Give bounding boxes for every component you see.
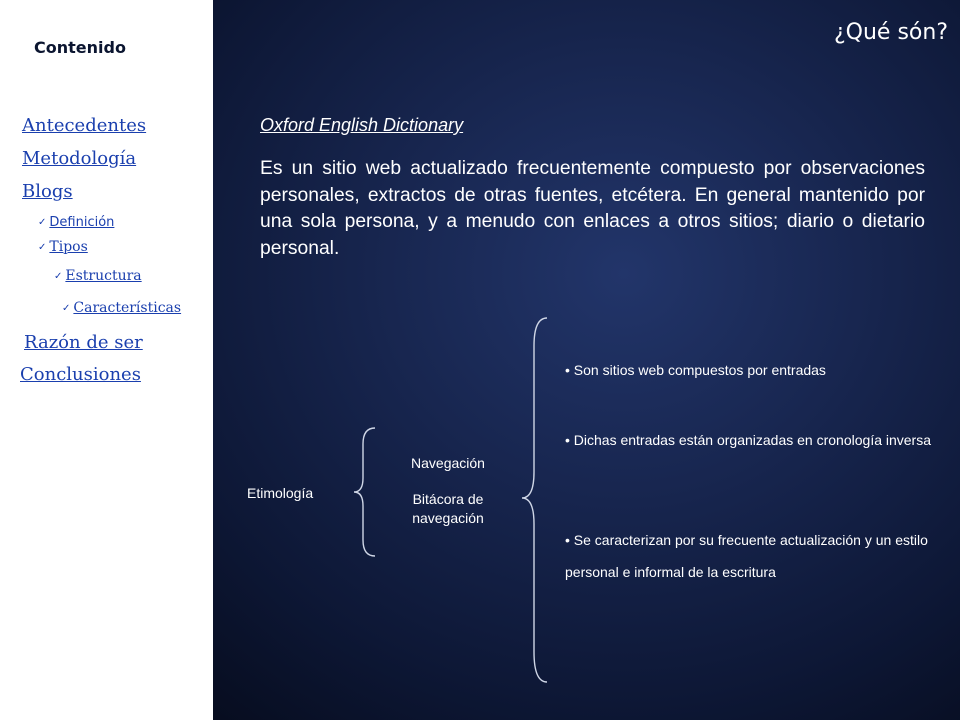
nav-estructura-label: Estructura [65,268,142,284]
left-brace [354,428,375,556]
diagram-bullet: • Se caracterizan por su frecuente actualización y un estilo personal e informal de la escritura [565,532,928,580]
sidebar-heading: Contenido [34,38,126,57]
nav-conclusiones[interactable]: Conclusiones [20,364,141,385]
checkmark-icon: ✓ [38,242,47,253]
checkmark-icon: ✓ [54,271,63,282]
nav-tipos[interactable] [38,239,88,255]
slide-content [213,0,960,720]
nav-tipos-label: Tipos [49,239,88,255]
nav-blogs[interactable]: Blogs [22,181,73,202]
right-brace [522,318,547,682]
nav-estructura[interactable] [54,268,142,284]
definition-source: Oxford English Dictionary [260,115,464,135]
definition-text: Es un sitio web actualizado frecuentemente compuesto por observaciones personales, extractos de otras fuentes, etcétera. En general mantenido por una sola persona, y a menudo con enlaces a otros sitios; diario o dietario personal. [260,158,925,259]
nav-definicion-label: Definición [49,215,115,230]
diagram-middle-2: Bitácora de navegación [412,491,484,526]
sidebar [0,0,213,720]
nav-metodologia[interactable]: Metodología [22,148,137,169]
diagram-bullet: • Son sitios web compuestos por entradas [565,362,826,378]
diagram-middle-1: Navegación [411,455,485,471]
nav-antecedentes[interactable]: Antecedentes [22,115,147,136]
nav-definicion[interactable] [38,214,114,230]
diagram-root: Etimología [247,485,314,501]
nav-razon-de-ser[interactable]: Razón de ser [24,332,143,353]
slide-title: ¿Qué són? [833,20,948,45]
nav-caracteristicas[interactable] [62,300,181,316]
checkmark-icon: ✓ [62,303,71,314]
nav-caracteristicas-label: Características [73,300,182,316]
checkmark-icon: ✓ [38,217,47,228]
diagram-bullet: • Dichas entradas están organizadas en cronología inversa [565,432,932,448]
